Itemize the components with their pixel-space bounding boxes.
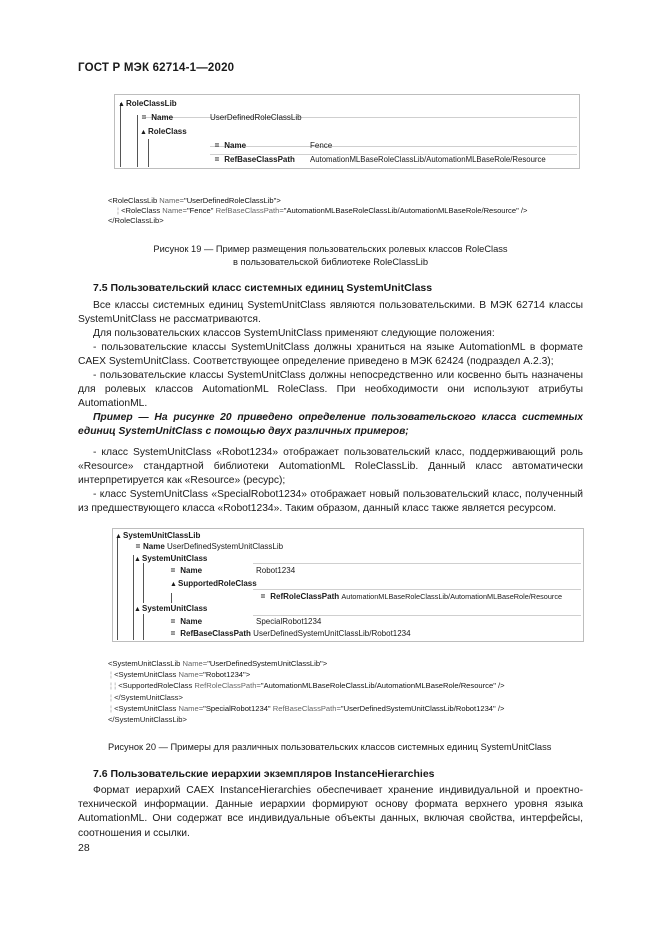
- paragraph: - класс SystemUnitClass «Robot1234» отображает пользовательский класс, поддерживающий роль «Resource» стандартной библиотеки AutomationML RoleClassLib. Данный класс автоматически интерпретируется как «Resource» (ресурс);: [78, 447, 583, 487]
- xml-line: ¦ <SystemUnitClass Name="SpecialRobot1234" RefBaseClassPath="UserDefinedSystemUnitClassLib/Robot1234" />: [110, 703, 505, 713]
- xml-line: ¦ ¦ <SupportedRoleClass RefRoleClassPath="AutomationMLBaseRoleClassLib/AutomationMLBaseRole/Resource" />: [110, 681, 505, 691]
- xml-line: ¦ <RoleClass Name="Fence" RefBaseClassPath="AutomationMLBaseRoleClassLib/AutomationMLBaseRole/Resource" />: [117, 206, 528, 215]
- xml-line: ¦ </SystemUnitClass>: [110, 692, 183, 702]
- section-7-6-title: 7.6 Пользовательские иерархии экземпляров InstanceHierarchies: [93, 768, 435, 780]
- figure-19-tree: [114, 94, 580, 169]
- paragraph: Все классы системных единиц SystemUnitClass являются пользовательскими. В МЭК 62714 классы SystemUnitClass не рассматриваются.: [78, 300, 583, 326]
- xml-line: <RoleClassLib Name="UserDefinedRoleClassLib">: [108, 196, 281, 205]
- running-header: ГОСТ Р МЭК 62714-1—2020: [78, 62, 235, 74]
- xml-line: </RoleClassLib>: [108, 216, 164, 225]
- paragraph: - пользовательские классы SystemUnitClass должны храниться на языке AutomationML в формате CAEX SystemUnitClass. Соответствующее определение приведено в МЭК 62424 (подраздел A.2.3);: [78, 342, 583, 368]
- tree-node-systemunitclass-2[interactable]: ▲SystemUnitClass: [133, 602, 207, 615]
- figure-19-caption: Рисунок 19 — Пример размещения пользовательских ролевых классов RoleClass в пользовательской библиотеке RoleClassLib: [153, 244, 508, 267]
- tree-attr-suc2-name: = Name: [168, 615, 202, 628]
- paragraph: - пользовательские классы SystemUnitClass должны непосредственно или косвенно быть назначены для ролевых классов AutomationML RoleClass. При необходимости они используют атрибуты AutomationML.: [78, 370, 583, 410]
- attribute-icon: =: [214, 155, 220, 164]
- tree-attr-name: = Name: [139, 111, 173, 124]
- example-paragraph: Пример — На рисунке 20 приведено определение пользовательского класса системных единиц SystemUnitClass с помощью двух различных примеров;: [78, 412, 583, 438]
- attribute-icon: =: [260, 592, 266, 601]
- paragraph: Формат иерархий CAEX InstanceHierarchies обеспечивает хранение индивидуальной и проектно-технической информации. Данные иерархии формируют основу формата верхнего уровня языка AutomationML. Они содержат все индивидуальные объекты данных, включая свойства, интерфейсы, соотношения и ссылки.: [78, 785, 583, 839]
- collapse-triangle-icon[interactable]: ▲: [134, 606, 141, 613]
- figure-20-caption: Рисунок 20 — Примеры для различных пользовательских классов системных единиц SystemUnitClass: [108, 742, 552, 752]
- figure-19-xml: [108, 196, 527, 226]
- tree-attr-suc1-name: = Name: [168, 564, 202, 577]
- tree-node-roleclasslib[interactable]: ▲RoleClassLib: [117, 97, 177, 110]
- attribute-icon: =: [135, 542, 141, 551]
- tree-attr-child-name-value: Fence: [310, 141, 333, 150]
- tree-attr-name: = Name UserDefinedSystemUnitClassLib: [133, 540, 283, 553]
- xml-line: </SystemUnitClassLib>: [108, 715, 187, 725]
- attribute-icon: =: [170, 566, 176, 575]
- tree-attr-suc1-name-value: Robot1234: [256, 566, 296, 575]
- page-number: 28: [78, 842, 90, 854]
- paragraph: Для пользовательских классов SystemUnitClass применяют следующие положения:: [93, 328, 495, 339]
- tree-attr-child-name: = Name: [212, 139, 246, 152]
- collapse-triangle-icon[interactable]: ▲: [140, 129, 147, 136]
- tree-node-roleclass[interactable]: ▲RoleClass: [139, 125, 187, 138]
- paragraph: - класс SystemUnitClass «SpecialRobot1234» отображает новый пользовательский класс, полученный из предшествующего класса «Robot1234». Таким образом, данный класс также является ресурсом.: [78, 489, 583, 515]
- attribute-icon: =: [170, 629, 176, 638]
- xml-line: ¦ <SystemUnitClass Name="Robot1234">: [110, 670, 251, 680]
- attribute-icon: =: [214, 141, 220, 150]
- tree-attr-refbase: = RefBaseClassPath UserDefinedSystemUnitClassLib/Robot1234: [168, 627, 411, 640]
- attribute-icon: =: [141, 113, 147, 122]
- collapse-triangle-icon[interactable]: ▲: [134, 556, 141, 563]
- tree-node-supportedroleclass[interactable]: ▲SupportedRoleClass: [169, 577, 257, 590]
- section-7-5-title: 7.5 Пользовательский класс системных единиц SystemUnitClass: [93, 282, 433, 294]
- tree-node-systemunitclass-1[interactable]: ▲SystemUnitClass: [133, 552, 207, 565]
- tree-attr-refbase: = RefBaseClassPath: [212, 153, 295, 166]
- collapse-triangle-icon[interactable]: ▲: [118, 101, 125, 108]
- collapse-triangle-icon[interactable]: ▲: [170, 581, 177, 588]
- tree-attr-refrole: = RefRoleClassPath AutomationMLBaseRoleClassLib/AutomationMLBaseRole/Resource: [258, 590, 562, 603]
- xml-line: <SystemUnitClassLib Name="UserDefinedSystemUnitClassLib">: [108, 659, 328, 668]
- tree-attr-refbase-value: AutomationMLBaseRoleClassLib/AutomationMLBaseRole/Resource: [310, 155, 546, 164]
- collapse-triangle-icon[interactable]: ▲: [115, 533, 122, 540]
- figure-20-xml: [108, 658, 505, 725]
- attribute-icon: =: [170, 617, 176, 626]
- tree-attr-name-value: UserDefinedRoleClassLib: [210, 113, 302, 122]
- tree-attr-suc2-name-value: SpecialRobot1234: [256, 617, 322, 626]
- tree-node-systemunitclasslib[interactable]: ▲SystemUnitClassLib: [114, 529, 200, 542]
- figure-20-tree: [112, 528, 584, 642]
